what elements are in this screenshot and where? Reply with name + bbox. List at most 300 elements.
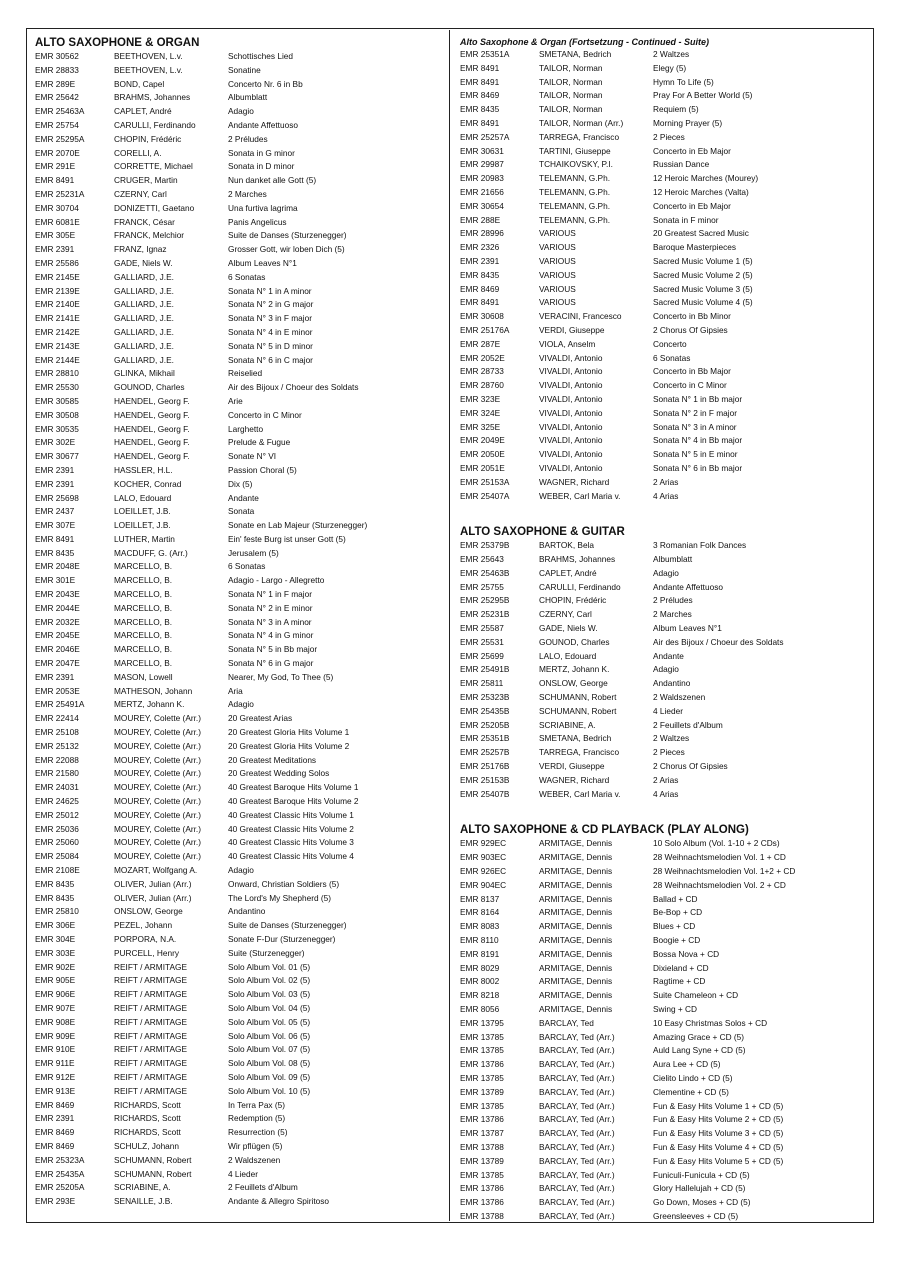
catalog-number: EMR 2437 xyxy=(35,506,75,517)
catalog-number: EMR 8491 xyxy=(35,533,75,544)
section-gap xyxy=(460,503,870,525)
catalog-list-guitar xyxy=(460,539,870,801)
title: Greensleeves + CD (5) xyxy=(653,1210,739,1221)
catalog-entry xyxy=(460,879,870,893)
composer: CORRETTE, Michael xyxy=(114,161,193,172)
catalog-number: EMR 2108E xyxy=(35,865,80,876)
catalog-number: EMR 2140E xyxy=(35,299,80,310)
title: Fun & Easy Hits Volume 2 + CD (5) xyxy=(653,1114,784,1125)
catalog-number: EMR 13786 xyxy=(460,1059,504,1070)
composer: TAILOR, Norman xyxy=(539,76,603,87)
composer: BARCLAY, Ted (Arr.) xyxy=(539,1114,615,1125)
catalog-entry xyxy=(460,1072,870,1086)
composer: RICHARDS, Scott xyxy=(114,1127,181,1138)
title: Concerto in Bb Minor xyxy=(653,311,731,322)
catalog-number: EMR 293E xyxy=(35,1196,76,1207)
title: Sacred Music Volume 4 (5) xyxy=(653,297,753,308)
catalog-entry xyxy=(35,1085,445,1099)
composer: ARMITAGE, Dennis xyxy=(539,907,613,918)
catalog-entry xyxy=(460,283,870,297)
title: 10 Easy Christmas Solos + CD xyxy=(653,1017,768,1028)
composer: BOND, Capel xyxy=(114,78,165,89)
title: 20 Greatest Sacred Music xyxy=(653,228,749,239)
composer: ARMITAGE, Dennis xyxy=(539,838,613,849)
title: Ragtime + CD xyxy=(653,976,706,987)
composer: ARMITAGE, Dennis xyxy=(539,852,613,863)
title: Album Leaves N°1 xyxy=(653,623,722,634)
catalog-number: EMR 2145E xyxy=(35,271,80,282)
composer: BEETHOVEN, L.v. xyxy=(114,51,183,61)
composer: BARCLAY, Ted (Arr.) xyxy=(539,1100,615,1111)
catalog-number: EMR 13785 xyxy=(460,1072,504,1083)
catalog-number: EMR 13795 xyxy=(460,1017,504,1028)
catalog-entry xyxy=(460,774,870,788)
composer: BARCLAY, Ted xyxy=(539,1017,594,1028)
composer: GALLIARD, J.E. xyxy=(114,271,174,282)
catalog-number: EMR 302E xyxy=(35,437,76,448)
title: 6 Sonatas xyxy=(228,271,266,282)
catalog-entry xyxy=(460,1196,870,1210)
catalog-number: EMR 25295B xyxy=(460,595,510,606)
catalog-entry xyxy=(460,269,870,283)
composer: MARCELLO, B. xyxy=(114,561,173,572)
catalog-entry xyxy=(460,145,870,159)
catalog-number: EMR 13788 xyxy=(460,1210,504,1221)
title: Sonata N° 3 in A minor xyxy=(228,616,312,627)
title: Solo Album Vol. 02 (5) xyxy=(228,975,311,986)
title: Air des Bijoux / Choeur des Soldats xyxy=(653,636,784,647)
title: 12 Heroic Marches (Valta) xyxy=(653,186,749,197)
catalog-number: EMR 25463A xyxy=(35,106,85,117)
catalog-number: EMR 25205A xyxy=(35,1182,85,1193)
catalog-entry xyxy=(35,133,445,147)
catalog-number: EMR 902E xyxy=(35,961,76,972)
catalog-entry xyxy=(35,781,445,795)
catalog-list-cd-playback xyxy=(460,837,870,1223)
title: Concerto in Eb Major xyxy=(653,200,731,211)
title: Boogie + CD xyxy=(653,935,701,946)
catalog-number: EMR 913E xyxy=(35,1085,76,1096)
composer: VARIOUS xyxy=(539,255,576,266)
catalog-entry xyxy=(35,395,445,409)
title: Sonate F-Dur (Sturzenegger) xyxy=(228,934,336,944)
composer: SCRIABINE, A. xyxy=(114,1182,171,1193)
title: Adagio xyxy=(653,567,679,578)
catalog-number: EMR 912E xyxy=(35,1071,76,1082)
title: 3 Romanian Folk Dances xyxy=(653,540,747,551)
composer: VIVALDI, Antonio xyxy=(539,435,603,446)
title: Onward, Christian Soldiers (5) xyxy=(228,878,340,889)
composer: MOUREY, Colette (Arr.) xyxy=(114,754,201,765)
title: Blues + CD xyxy=(653,921,696,932)
composer: WAGNER, Richard xyxy=(539,476,610,487)
catalog-entry xyxy=(35,436,445,450)
catalog-number: EMR 13789 xyxy=(460,1086,504,1097)
catalog-number: EMR 8435 xyxy=(35,547,75,558)
catalog-entry xyxy=(460,865,870,879)
title: Sacred Music Volume 1 (5) xyxy=(653,255,753,266)
catalog-number: EMR 25060 xyxy=(35,837,79,848)
title: Albumblatt xyxy=(653,554,693,565)
catalog-entry xyxy=(460,1169,870,1183)
title: Ein' feste Burg ist unser Gott (5) xyxy=(228,533,346,544)
composer: REIFT / ARMITAGE xyxy=(114,961,187,972)
catalog-entry xyxy=(35,50,445,64)
composer: BARCLAY, Ted (Arr.) xyxy=(539,1183,615,1194)
composer: MASON, Lowell xyxy=(114,671,173,682)
catalog-number: EMR 8110 xyxy=(460,935,499,946)
catalog-entry xyxy=(460,975,870,989)
catalog-number: EMR 25153B xyxy=(460,774,510,785)
composer: VERDI, Giuseppe xyxy=(539,324,605,335)
title: Cielito Lindo + CD (5) xyxy=(653,1072,733,1083)
catalog-number: EMR 2050E xyxy=(460,449,505,460)
title: Swing + CD xyxy=(653,1004,698,1014)
composer: SMETANA, Bedrich xyxy=(539,49,612,59)
catalog-entry xyxy=(460,539,870,553)
catalog-entry xyxy=(460,705,870,719)
composer: CARULLI, Ferdinando xyxy=(539,581,621,592)
title: 40 Greatest Classic Hits Volume 2 xyxy=(228,823,354,834)
title: Adagio - Largo - Allegretto xyxy=(228,575,325,586)
composer: TARTINI, Giuseppe xyxy=(539,145,611,156)
title: Sonatine xyxy=(228,64,261,75)
catalog-number: EMR 13789 xyxy=(460,1155,504,1166)
catalog-number: EMR 8469 xyxy=(35,1099,75,1110)
title: Sonata N° 2 in G major xyxy=(228,299,314,310)
title: Sonata N° 5 in E minor xyxy=(653,449,738,460)
catalog-entry xyxy=(35,174,445,188)
composer: REIFT / ARMITAGE xyxy=(114,1071,187,1082)
title: Jerusalem (5) xyxy=(228,547,279,558)
catalog-number: EMR 301E xyxy=(35,575,76,586)
catalog-number: EMR 2070E xyxy=(35,147,80,158)
catalog-entry xyxy=(35,354,445,368)
composer: HAENDEL, Georg F. xyxy=(114,423,190,434)
title: 2 Pieces xyxy=(653,747,685,758)
title: Glory Hallelujah + CD (5) xyxy=(653,1183,746,1194)
catalog-entry xyxy=(460,89,870,103)
catalog-entry xyxy=(35,905,445,919)
composer: GALLIARD, J.E. xyxy=(114,340,174,351)
catalog-number: EMR 30608 xyxy=(460,311,504,322)
catalog-number: EMR 8218 xyxy=(460,990,500,1001)
composer: BEETHOVEN, L.v. xyxy=(114,64,183,75)
title: In Terra Pax (5) xyxy=(228,1099,286,1110)
catalog-number: EMR 25257A xyxy=(460,131,510,142)
catalog-number: EMR 13786 xyxy=(460,1114,504,1125)
title: Be-Bop + CD xyxy=(653,907,703,918)
catalog-entry xyxy=(35,533,445,547)
composer: MOUREY, Colette (Arr.) xyxy=(114,740,201,751)
composer: ARMITAGE, Dennis xyxy=(539,893,613,904)
composer: SMETANA, Bedrich xyxy=(539,733,612,744)
catalog-number: EMR 25407A xyxy=(460,490,510,501)
catalog-number: EMR 25323A xyxy=(35,1154,85,1165)
catalog-number: EMR 306E xyxy=(35,920,76,931)
composer: MOUREY, Colette (Arr.) xyxy=(114,837,201,848)
composer: BARCLAY, Ted (Arr.) xyxy=(539,1072,615,1083)
catalog-number: EMR 21656 xyxy=(460,186,504,197)
catalog-number: EMR 25176A xyxy=(460,324,510,335)
catalog-entry xyxy=(460,962,870,976)
title: 2 Marches xyxy=(228,188,267,199)
catalog-number: EMR 8435 xyxy=(35,878,75,889)
catalog-entry xyxy=(35,616,445,630)
title: Schottisches Lied xyxy=(228,51,294,61)
composer: GADE, Niels W. xyxy=(114,257,173,268)
catalog-number: EMR 30677 xyxy=(35,451,79,462)
catalog-entry xyxy=(35,105,445,119)
title: Andante xyxy=(653,650,684,661)
catalog-number: EMR 323E xyxy=(460,393,501,404)
catalog-list-organ xyxy=(35,50,445,1209)
composer: LOEILLET, J.B. xyxy=(114,506,171,517)
catalog-number: EMR 8491 xyxy=(460,62,500,73)
catalog-number: EMR 8002 xyxy=(460,976,500,987)
composer: GOUNOD, Charles xyxy=(114,382,185,393)
title: Pray For A Better World (5) xyxy=(653,90,753,101)
catalog-entry xyxy=(35,1112,445,1126)
title: 2 Préludes xyxy=(653,595,693,606)
catalog-entry xyxy=(460,76,870,90)
catalog-entry xyxy=(35,933,445,947)
composer: HAENDEL, Georg F. xyxy=(114,451,190,462)
catalog-entry xyxy=(460,476,870,490)
composer: PORPORA, N.A. xyxy=(114,934,177,944)
catalog-entry xyxy=(460,691,870,705)
catalog-entry xyxy=(35,850,445,864)
catalog-entry xyxy=(35,340,445,354)
column-divider xyxy=(449,30,450,1221)
catalog-entry xyxy=(460,1086,870,1100)
composer: GLINKA, Mikhail xyxy=(114,368,175,379)
catalog-number: EMR 8469 xyxy=(460,90,500,101)
composer: TELEMANN, G.Ph. xyxy=(539,186,611,197)
composer: VIVALDI, Antonio xyxy=(539,407,603,418)
catalog-number: EMR 25811 xyxy=(460,678,504,689)
catalog-number: EMR 25491A xyxy=(35,699,85,710)
title: 6 Sonatas xyxy=(653,352,691,363)
title: Requiem (5) xyxy=(653,104,699,115)
composer: VIVALDI, Antonio xyxy=(539,352,603,363)
catalog-entry xyxy=(460,117,870,131)
title: 20 Greatest Wedding Solos xyxy=(228,768,330,779)
catalog-entry xyxy=(35,257,445,271)
composer: MOUREY, Colette (Arr.) xyxy=(114,713,201,724)
catalog-number: EMR 25231A xyxy=(35,188,85,199)
catalog-entry xyxy=(35,602,445,616)
catalog-entry xyxy=(460,352,870,366)
title: Grosser Gott, wir loben Dich (5) xyxy=(228,244,345,255)
title: 2 Feuillets d'Album xyxy=(653,719,723,730)
catalog-number: EMR 30562 xyxy=(35,51,79,61)
title: Reiselied xyxy=(228,368,263,379)
catalog-entry xyxy=(460,1058,870,1072)
title: Sacred Music Volume 3 (5) xyxy=(653,283,753,294)
catalog-entry xyxy=(460,663,870,677)
catalog-number: EMR 25231B xyxy=(460,609,510,620)
catalog-entry xyxy=(460,989,870,1003)
composer: VIVALDI, Antonio xyxy=(539,449,603,460)
catalog-entry xyxy=(460,393,870,407)
catalog-entry xyxy=(460,553,870,567)
catalog-number: EMR 28760 xyxy=(460,380,504,391)
title: Sonata N° 5 in D minor xyxy=(228,340,313,351)
composer: BARCLAY, Ted (Arr.) xyxy=(539,1128,615,1139)
composer: SCHUMANN, Robert xyxy=(114,1154,192,1165)
title: Sonata N° 3 in A minor xyxy=(653,421,737,432)
catalog-number: EMR 926EC xyxy=(460,866,507,877)
catalog-entry xyxy=(35,1195,445,1209)
title: Suite de Danses (Sturzenegger) xyxy=(228,230,347,241)
composer: SCHUMANN, Robert xyxy=(539,705,617,716)
catalog-number: EMR 2391 xyxy=(35,464,75,475)
composer: CHOPIN, Frédéric xyxy=(539,595,607,606)
catalog-entry xyxy=(460,324,870,338)
composer: VERACINI, Francesco xyxy=(539,311,622,322)
title: Aria xyxy=(228,685,243,696)
catalog-entry xyxy=(35,409,445,423)
composer: MARCELLO, B. xyxy=(114,658,173,669)
composer: MOUREY, Colette (Arr.) xyxy=(114,809,201,820)
composer: SCHULZ, Johann xyxy=(114,1140,180,1151)
catalog-entry xyxy=(35,64,445,78)
catalog-number: EMR 2139E xyxy=(35,285,80,296)
catalog-entry xyxy=(35,588,445,602)
title: Andantino xyxy=(228,906,266,917)
title: Sonata N° 6 in G major xyxy=(228,658,314,669)
catalog-entry xyxy=(460,131,870,145)
title: Elegy (5) xyxy=(653,62,687,73)
title: Adagio xyxy=(228,106,254,117)
catalog-entry xyxy=(460,310,870,324)
title: Baroque Masterpieces xyxy=(653,242,737,253)
title: Air des Bijoux / Choeur des Soldats xyxy=(228,382,359,393)
composer: REIFT / ARMITAGE xyxy=(114,1058,187,1069)
catalog-entry xyxy=(35,505,445,519)
composer: FRANCK, Melchior xyxy=(114,230,185,241)
catalog-number: EMR 2142E xyxy=(35,326,80,337)
catalog-entry xyxy=(460,1003,870,1017)
catalog-number: EMR 8435 xyxy=(35,892,75,903)
catalog-number: EMR 25351A xyxy=(460,49,510,59)
catalog-number: EMR 22088 xyxy=(35,754,79,765)
catalog-number: EMR 2144E xyxy=(35,354,80,365)
title: Panis Angelicus xyxy=(228,216,287,227)
catalog-number: EMR 2046E xyxy=(35,644,80,655)
catalog-number: EMR 324E xyxy=(460,407,501,418)
composer: CARULLI, Ferdinando xyxy=(114,119,196,130)
composer: BARCLAY, Ted (Arr.) xyxy=(539,1141,615,1152)
composer: PURCELL, Henry xyxy=(114,947,180,958)
composer: CRUGER, Martin xyxy=(114,175,178,186)
catalog-number: EMR 25351B xyxy=(460,733,510,744)
catalog-number: EMR 20983 xyxy=(460,173,504,184)
title: 2 Pieces xyxy=(653,131,685,142)
composer: MARCELLO, B. xyxy=(114,602,173,613)
composer: VIVALDI, Antonio xyxy=(539,366,603,377)
title: Bossa Nova + CD xyxy=(653,948,720,959)
catalog-number: EMR 13785 xyxy=(460,1169,504,1180)
catalog-entry xyxy=(460,622,870,636)
composer: CAPLET, André xyxy=(539,567,597,578)
composer: BARCLAY, Ted (Arr.) xyxy=(539,1169,615,1180)
catalog-number: EMR 2048E xyxy=(35,561,80,572)
catalog-entry xyxy=(460,567,870,581)
catalog-number: EMR 8029 xyxy=(460,962,500,973)
catalog-entry xyxy=(460,1113,870,1127)
catalog-entry xyxy=(35,685,445,699)
title: Una furtiva lagrima xyxy=(228,202,298,213)
catalog-number: EMR 289E xyxy=(35,78,76,89)
catalog-entry xyxy=(35,271,445,285)
catalog-number: EMR 13786 xyxy=(460,1183,504,1194)
catalog-entry xyxy=(460,594,870,608)
catalog-number: EMR 2053E xyxy=(35,685,80,696)
catalog-number: EMR 25132 xyxy=(35,740,79,751)
catalog-number: EMR 13786 xyxy=(460,1197,504,1208)
catalog-entry xyxy=(460,172,870,186)
composer: VIVALDI, Antonio xyxy=(539,462,603,473)
title: Sonata in G minor xyxy=(228,147,295,158)
composer: MOUREY, Colette (Arr.) xyxy=(114,782,201,793)
catalog-entry xyxy=(460,241,870,255)
title: Sonata N° 4 in E minor xyxy=(228,326,313,337)
title: 40 Greatest Classic Hits Volume 1 xyxy=(228,809,354,820)
catalog-entry xyxy=(35,450,445,464)
catalog-number: EMR 2326 xyxy=(460,242,500,253)
catalog-number: EMR 6081E xyxy=(35,216,80,227)
catalog-number: EMR 8491 xyxy=(460,76,500,87)
catalog-entry xyxy=(460,746,870,760)
catalog-entry xyxy=(35,878,445,892)
composer: MOZART, Wolfgang A. xyxy=(114,865,198,876)
catalog-number: EMR 305E xyxy=(35,230,76,241)
catalog-number: EMR 24625 xyxy=(35,796,79,807)
catalog-number: EMR 908E xyxy=(35,1016,76,1027)
composer: HAENDEL, Georg F. xyxy=(114,395,190,406)
composer: VARIOUS xyxy=(539,228,576,239)
catalog-entry xyxy=(35,809,445,823)
composer: CORELLI, A. xyxy=(114,147,162,158)
section-title-organ: ALTO SAXOPHONE & ORGAN xyxy=(35,37,200,49)
composer: BARCLAY, Ted (Arr.) xyxy=(539,1197,615,1208)
title: Solo Album Vol. 06 (5) xyxy=(228,1030,311,1041)
title: Concerto in Eb Major xyxy=(653,145,731,156)
catalog-entry xyxy=(35,1126,445,1140)
catalog-number: EMR 22414 xyxy=(35,713,79,724)
composer: HAENDEL, Georg F. xyxy=(114,437,190,448)
catalog-number: EMR 25754 xyxy=(35,119,79,130)
title: Solo Album Vol. 07 (5) xyxy=(228,1044,311,1055)
composer: TCHAIKOVSKY, P.I. xyxy=(539,159,613,170)
composer: SCHUMANN, Robert xyxy=(114,1168,192,1179)
title: Fun & Easy Hits Volume 3 + CD (5) xyxy=(653,1128,784,1139)
composer: REIFT / ARMITAGE xyxy=(114,1016,187,1027)
composer: TAILOR, Norman xyxy=(539,104,603,115)
title: Morning Prayer (5) xyxy=(653,117,723,128)
catalog-entry xyxy=(35,78,445,92)
catalog-entry xyxy=(35,229,445,243)
catalog-number: EMR 25036 xyxy=(35,823,79,834)
composer: REIFT / ARMITAGE xyxy=(114,989,187,1000)
right-column xyxy=(460,36,870,1224)
catalog-number: EMR 8435 xyxy=(460,104,500,115)
catalog-entry xyxy=(35,1057,445,1071)
catalog-number: EMR 2391 xyxy=(460,255,500,266)
composer: BARCLAY, Ted (Arr.) xyxy=(539,1059,615,1070)
